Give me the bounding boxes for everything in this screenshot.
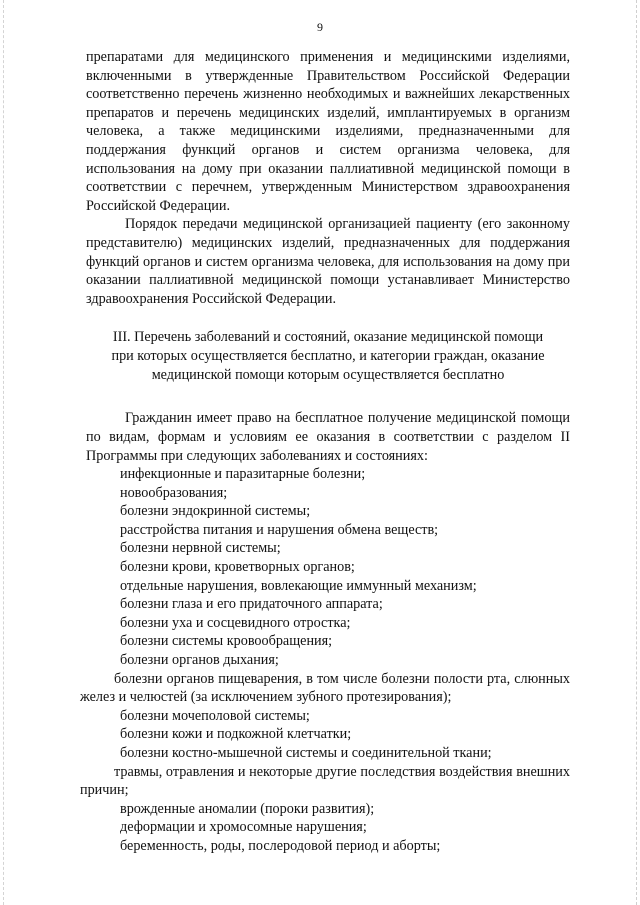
list-item: болезни крови, кроветворных органов; [120, 559, 355, 576]
paragraph-transfer-order: Порядок передачи медицинской организацией пациенту (его законному представителю) медицинских изделий, предназначенных для поддержания функций органов и систем организма человека, для использования на дому при оказании паллиативной медицинской помощи устанавливает Министерство здравоохранения Российской Федерации. [86, 216, 570, 307]
diseases-list [80, 465, 570, 855]
list-item: беременность, роды, послеродовой период и аборты; [120, 837, 441, 854]
list-item: болезни нервной системы; [120, 540, 281, 557]
scan-edge-left [3, 0, 5, 905]
list-item: травмы, отравления и некоторые другие последствия воздействия внешних причин; [80, 763, 570, 799]
list-item: болезни кожи и подкожной клетчатки; [120, 726, 352, 743]
list-item: болезни уха и сосцевидного отростка; [120, 614, 351, 631]
document-body [80, 48, 570, 856]
list-item: расстройства питания и нарушения обмена веществ; [120, 521, 439, 538]
section-heading-line: медицинской помощи которым осуществляется бесплатно [151, 367, 505, 384]
list-item: отдельные нарушения, вовлекающие иммунный механизм; [120, 577, 477, 594]
scan-edge-right [636, 0, 638, 905]
section-heading [86, 328, 570, 385]
list-item: болезни системы кровообращения; [120, 633, 333, 650]
list-item: болезни глаза и его придаточного аппарата; [120, 596, 383, 613]
list-item: болезни мочеполовой системы; [120, 707, 310, 724]
list-item: деформации и хромосомные нарушения; [120, 819, 367, 836]
list-item: инфекционные и паразитарные болезни; [120, 466, 366, 483]
list-item: болезни органов пищеварения, в том числе болезни полости рта, слюнных желез и челюстей (за исключением зубного протезирования); [80, 670, 570, 706]
section-intro-paragraph: Гражданин имеет право на бесплатное получение медицинской помощи по видам, формам и условиям ее оказания в соответствии с разделом II Программы при следующих заболеваниях и состояниях: [86, 410, 570, 464]
section-heading-line: при которых осуществляется бесплатно, и категории граждан, оказание [111, 348, 545, 365]
list-item: новообразования; [120, 484, 228, 501]
section-heading-line: III. Перечень заболеваний и состояний, оказание медицинской помощи [112, 329, 544, 346]
paragraph-continuation: препаратами для медицинского применения и медицинскими изделиями, включенными в утвержденные Правительством Российской Федерации соответственно перечень жизненно необходимых и важнейших лекарственных препаратов и перечень медицинских изделий, имплантируемых в организм человека, а также медицинскими изделиями, предназначенными для поддержания функций органов и систем организма человека, для использования на дому при оказании паллиативной медицинской помощи в соответствии с перечнем, утвержденным Министерством здравоохранения Российской Федерации. [86, 49, 570, 214]
list-item: врожденные аномалии (пороки развития); [120, 800, 375, 817]
page-number: 9 [317, 20, 323, 34]
list-item: болезни эндокринной системы; [120, 503, 311, 520]
list-item: болезни органов дыхания; [120, 652, 279, 669]
list-item: болезни костно-мышечной системы и соединительной ткани; [120, 745, 492, 761]
